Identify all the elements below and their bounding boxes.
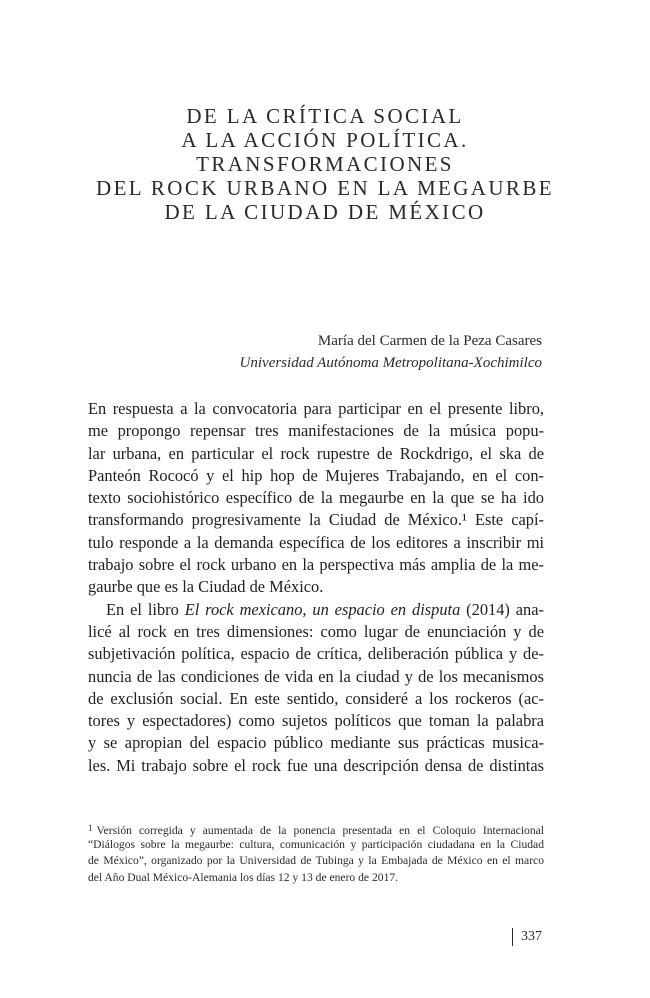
book-title-italic: El rock mexicano, un espacio en disputa xyxy=(184,599,461,619)
body-text xyxy=(88,398,544,777)
body-line: de exclusión social. En este sentido, consideré a los rockeros (ac- xyxy=(88,688,544,708)
author-name: María del Carmen de la Peza Casares xyxy=(317,333,542,349)
body-line: y se apropian del espacio público mediante sus prácticas musica- xyxy=(88,733,544,753)
footnote-marker: 1 xyxy=(88,823,93,833)
body-line: texto sociohistórico específico de la megaurbe en la que se ha ido xyxy=(88,488,544,508)
footnote-line: del Año Dual México-Alemania los días 12 y 13 de enero de 2017. xyxy=(88,870,399,884)
title-line: DEL ROCK URBANO EN LA MEGAURBE xyxy=(96,176,554,200)
body-line-with-book-title xyxy=(88,599,544,621)
title-line: A LA ACCIÓN POLÍTICA. xyxy=(181,128,469,152)
body-line: tulo responde a la demanda específica de los editores a inscribir mi xyxy=(88,532,544,552)
body-line: licé al rock en tres dimensiones: como lugar de enunciación y de xyxy=(88,621,544,641)
body-line: trabajo sobre el rock urbano en la perspectiva más amplia de la me- xyxy=(88,555,544,575)
body-line: me propongo repensar tres manifestaciones de la música popu- xyxy=(88,421,544,441)
author-affiliation: Universidad Autónoma Metropolitana-Xochimilco xyxy=(239,355,542,371)
body-line: les. Mi trabajo sobre el rock fue una descripción densa de distintas xyxy=(88,755,544,775)
body-line: gaurbe que es la Ciudad de México. xyxy=(88,577,324,597)
footnote-line: de México”, organizado por la Universidad de Tubinga y la Embajada de México en el marco xyxy=(88,854,544,868)
body-line: transformando progresivamente la Ciudad de México.¹ Este capí- xyxy=(88,510,544,530)
text-run: Versión corregida y aumentada de la ponencia presentada en el Coloquio Internacional xyxy=(96,824,544,837)
page-number: 337 xyxy=(512,928,542,946)
title-line: DE LA CRÍTICA SOCIAL xyxy=(186,104,464,128)
body-line: lar urbana, en particular el rock rupestre de Rockdrigo, el ska de xyxy=(88,443,544,463)
chapter-title xyxy=(40,104,610,224)
body-line: nuncia de las condiciones de vida en la ciudad y de los mecanismos xyxy=(88,666,544,686)
footnote-line xyxy=(88,820,544,837)
title-line: TRANSFORMACIONES xyxy=(196,152,454,176)
body-line: subjetivación política, espacio de crítica, deliberación pública y de- xyxy=(88,644,544,664)
body-line: tores y espectadores) como sujetos políticos que toman la palabra xyxy=(88,711,544,731)
text-run: (2014) ana- xyxy=(460,599,544,619)
body-line: En respuesta a la convocatoria para participar en el presente libro, xyxy=(88,399,544,418)
footnote xyxy=(88,820,544,886)
author-block xyxy=(240,330,542,374)
text-run: En el libro xyxy=(106,599,185,619)
body-line: Panteón Rococó y el hip hop de Mujeres Trabajando, en el con- xyxy=(88,465,544,485)
title-line: DE LA CIUDAD DE MÉXICO xyxy=(164,200,486,224)
footnote-line: “Diálogos sobre la megaurbe: cultura, comunicación y participación ciudadana en la Ciudad xyxy=(88,837,544,851)
